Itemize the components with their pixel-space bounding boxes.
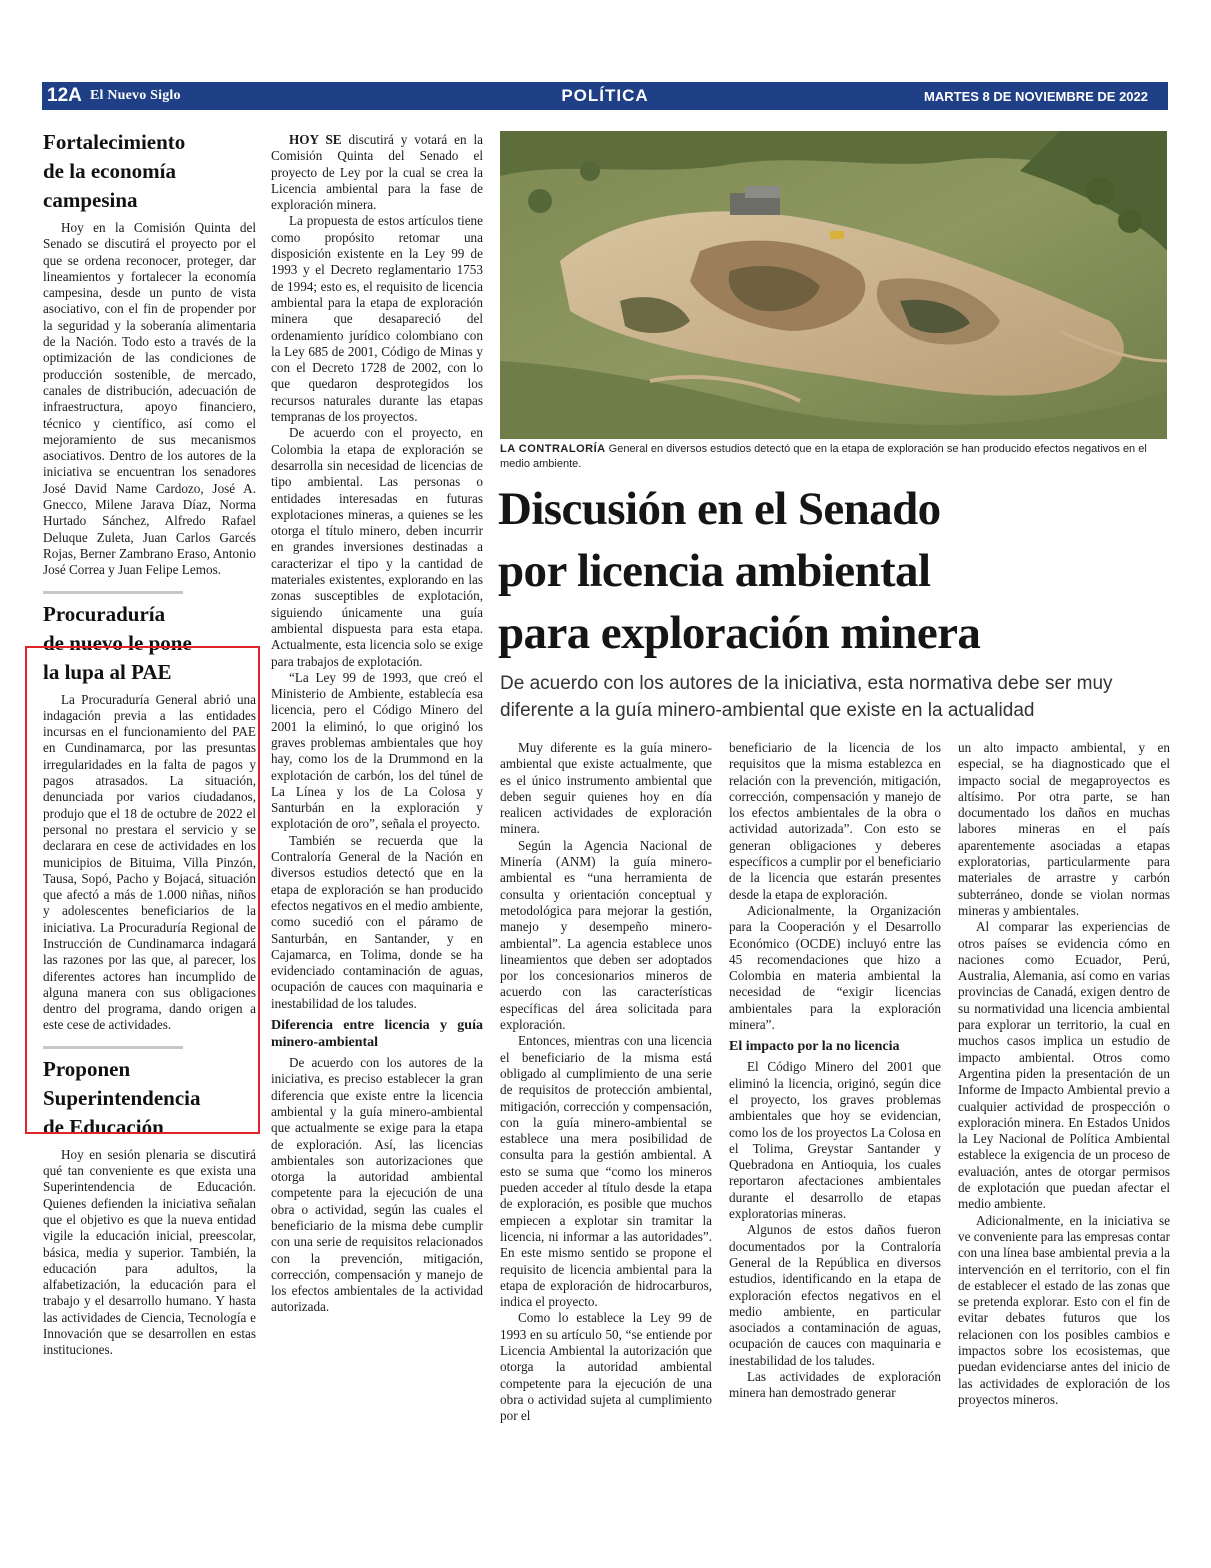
article-paragraph: Adicionalmente, la Organización para la Cooperación y el Desarrollo Económico (OCDE) incluyó entre las 45 recomendaciones que hizo a Colombia en materia ambiental la necesidad de “exigir licencias ambientales para la exploración minera”. <box>729 902 941 1033</box>
lead-text: discutirá y votará en la Comisión Quinta del Senado el proyecto de Ley por la cual se crea la Licencia ambiental para la fase de exploración minera. <box>271 132 483 213</box>
article-column-c <box>958 740 1170 1408</box>
brief-title-line: Procuraduría <box>43 601 166 626</box>
article-subhead: Diferencia entre licencia y guía minero-ambiental <box>271 1018 483 1051</box>
brief-title <box>43 128 256 215</box>
brief-paragraph: La Procuraduría General abrió una indagación previa a las entidades incursas en el funcionamiento del PAE en Cundinamarca, por las presuntas irregularidades en la falta de pagos y pagos atrasados. La situación, denunciada por varios ciudadanos, produjo que el 18 de octubre de 2022 el personal no prestara el servicio y se declarara en cese de actividades en los municipios de Bituima, Villa Pinzón, Tausa, Sopó, Pacho y Bojacá, situación que afectó a más de 1.000 niñas, niños y adolescentes beneficiarios de la iniciativa. La Procuraduría Regional de Instrucción de Cundinamarca indagará las razones por las que, al parecer, los diferentes actores han incumplido de alguna manera con sus obligaciones dentro del programa, dando origen a este cese de actividades. <box>43 691 256 1033</box>
headline-line: Discusión en el Senado <box>498 483 941 535</box>
issue-date: MARTES 8 DE NOVIEMBRE DE 2022 <box>924 89 1148 104</box>
headline-line: para exploración minera <box>498 607 981 659</box>
article-column-2 <box>271 132 483 1316</box>
article-paragraph: La propuesta de estos artículos tiene como propósito retomar una disposición existente en la Ley 99 de 1993 y el Decreto reglamentario 1753 de 1994; esto es, el requisito de licencia ambiental para la etapa de exploración minera que desapareció del ordenamiento jurídico colombiano con la Ley 685 de 2001, Código de Minas y con el Decreto 1728 de 2002, con lo que quedaron desprotegidos los recursos naturales durante las etapas tempranas de los proyectos. <box>271 213 483 425</box>
brief-title-line: la lupa al PAE <box>43 659 172 684</box>
brief-title-line: Superintendencia <box>43 1085 201 1110</box>
headline-line: por licencia ambiental <box>498 545 931 597</box>
article-paragraph: Adicionalmente, en la iniciativa se ve conveniente para las empresas contar con una línea base ambiental previa a la intervención en el territorio, con el fin de establecer el estado de las zonas que se pretenda explorar. Esto con el fin de evitar debates futuros que los relacionen con los posibles cambios e impactos sobre los ecosistemas, que puedan evidenciarse antes del inicio de las actividades de exploración de los proyectos mineros. <box>958 1212 1170 1407</box>
article-paragraph: Según la Agencia Nacional de Minería (ANM) la guía minero-ambiental es “una herramienta de consulta y orientación conceptual y metodológica para mejorar la gestión, manejo y desempeño minero-ambiental”. La agencia establece unos lineamientos que deben ser adoptados por los concesionarios mineros de acuerdo con las características específicas del área solicitada para exploración. <box>500 837 712 1033</box>
mining-photo <box>500 131 1167 439</box>
article-paragraph: Algunos de estos daños fueron documentados por la Contraloría General de la República en diversos estudios, identificando en la etapa de exploración efectos negativos en el medio ambiente, en particular asociados a contaminación de aguas, ocupación de cauces con maquinaria e inestabilidad de los taludes. <box>729 1222 941 1368</box>
article-paragraph: “La Ley 99 de 1993, que creó el Ministerio de Ambiente, establecía esa licencia, pero el Código Minero del 2001 la eliminó, lo que originó los graves problemas ambientales que hoy hay, como los de la Drummond en la explotación de carbón, los del túnel de La Línea y los de La Colosa y Santurbán en la exploración y explotación de oro”, señala el proyecto. <box>271 669 483 832</box>
caption-text: General en diversos estudios detectó que en la etapa de exploración se han producido efectos negativos en el medio ambiente. <box>500 443 1147 470</box>
page-header <box>42 82 1168 110</box>
article-column-b <box>729 740 941 1402</box>
brief-title-line: Fortalecimiento <box>43 130 186 154</box>
brief-paragraph: Hoy en la Comisión Quinta del Senado se discutirá el proyecto por el que se ordena reconocer, proteger, dar lineamientos y fortalecer la economía campesina, desde un punto de vista asociativo, con el fin de propender por la seguridad y la soberanía alimentaria de la Nación. Todo esto a través de la optimización de las condiciones de producción sostenible, de mercado, canales de distribución, adecuación de infraestructura, apoyo financiero, técnico y científico, así como el mejoramiento de sus mecanismos asociativos. Dentro de los autores de la iniciativa se encuentran los senadores José David Name Cardozo, José A. Gnecco, Milene Jarava Díaz, Norma Hurtado Sánchez, Alfredo Rafael Deluque Zuleta, Juan Carlos Garcés Rojas, Berner Zambrano Eraso, Antonio José Correa y Juan Felipe Lemos. <box>43 220 256 578</box>
article-paragraph: un alto impacto ambiental, y en especial, se ha diagnosticado que el impacto social de megaproyectos es altísimo. Por otra parte, se han documentado los daños en muchas labores mineras en el país aparentemente asociadas a etapas exploratorias, particularmente para materiales de arrastre y carbón subterráneo, donde se violan normas mineras y ambientales. <box>958 740 1170 918</box>
article-paragraph: El Código Minero del 2001 que eliminó la licencia, originó, según dice el proyecto, los graves problemas ambientales que hoy se evidencian, como los de los proyectos La Colosa en el Tolima, Greystar Santander y Quebradona en Antioquia, los cuales reportaron afectaciones ambientales durante el desarrollo de etapas exploratorias mineras. <box>729 1059 941 1222</box>
brief-body <box>43 1147 256 1359</box>
article-paragraph: También se recuerda que la Contraloría General de la Nación en diversos estudios detectó que en la etapa de exploración se han producido efectos negativos en el medio ambiente, como sucedió con el páramo de Santurbán, en Santander, y en Cajamarca, en Tolima, donde se ha evidenciado contaminación de aguas, ocupación de cauces con maquinaria e inestabilidad de los taludes. <box>271 832 483 1011</box>
section-name: POLÍTICA <box>561 86 649 105</box>
brief-body <box>43 220 256 579</box>
highlight-box <box>25 646 260 1134</box>
page-number: 12A <box>47 85 82 106</box>
article-paragraph: Entonces, mientras con una licencia el beneficiario de la misma está obligado al cumplimiento de una serie de requisitos de protección ambiental, mitigación, corrección y compensación, con la guía minero-ambiental se establece una mera posibilidad de consulta para la gestión ambiental. A esto se suma que “como los mineros pueden acceder al título desde la etapa de exploración, es posible que muchos empiecen a explotar sin tramitar la licencia, ni informar a las autoridades”. En este mismo sentido se propone el requisito de licencia ambiental para la etapa de exploración de hidrocarburos, indica el proyecto. <box>500 1033 712 1310</box>
lead-words: HOY SE <box>289 132 342 147</box>
caption-lead: LA CONTRALORÍA <box>500 443 606 455</box>
brief-title-line: de la economía <box>43 159 176 183</box>
brief-title-line: Proponen <box>43 1056 131 1081</box>
article-paragraph: Las actividades de exploración minera han demostrado generar <box>729 1368 941 1401</box>
article-paragraph: Al comparar las experiencias de otros países se evidencia cómo en naciones como Ecuador, Perú, Australia, Alemania, así como en varias provincias de Canadá, exigen dentro de su normatividad una licencia ambiental para explorar un territorio, la cual en muchos casos implica un estudio de impacto ambiental. Otros como Argentina piden la presentación de un Informe de Impacto Ambiental previo a cualquier actividad de prospección o exploración minera. En Estados Unidos la Ley Nacional de Política Ambiental establece la exigencia de un proceso de evaluación, antes de otorgar permisos de explotación que puedan afectar el medio ambiente. <box>958 919 1170 1212</box>
divider <box>43 591 183 594</box>
brief-paragraph: Hoy en sesión plenaria se discutirá qué tan conveniente es que exista una Superintendencia de Educación. Quienes defienden la iniciativa señalan que el objetivo es que la nueva entidad vigile la educación inicial, preescolar, básica, media y superior. También, la educación para adultos, la alfabetización, la educación para el trabajo y el desarrollo humano. Y hasta las actividades de Ciencia, Tecnología e Innovación que se desarrollen en estas instituciones. <box>43 1146 256 1358</box>
article-subhead: El impacto por la no licencia <box>729 1039 900 1055</box>
article-paragraph: Como lo establece la Ley 99 de 1993 en su artículo 50, “se entiende por Licencia Ambiental la autorización que otorga la autoridad ambiental competente para la ejecución de una obra o actividad sujeta al cumplimiento por el <box>500 1310 712 1424</box>
article-headline <box>498 478 1170 664</box>
brief-title-line: de Educación <box>43 1114 164 1139</box>
brief-title-line: campesina <box>43 188 138 212</box>
article-paragraph: De acuerdo con los autores de la iniciativa, es preciso establecer la gran diferencia que existe entre la licencia ambiental y la guía minero-ambiental que actualmente se exige para la etapa de exploración. Así, las licencias ambientales son autorizaciones que otorga la autoridad ambiental competente para la ejecución de una obra o actividad, según las cuales el beneficiario de la misma debe cumplir con una serie de requisitos relacionados con la prevención, mitigación, corrección, compensación y manejo de los efectos ambientales de la actividad autorizada. <box>271 1055 483 1315</box>
brief-economia-campesina <box>43 128 256 579</box>
article-deck: De acuerdo con los autores de la iniciativa, esta normativa debe ser muy diferente a la guía minero-ambiental que existe en la actualidad <box>500 673 1113 721</box>
article-paragraph: Muy diferente es la guía minero-ambiental que existe actualmente, que es el único instrumento ambiental que deben seguir quienes hoy en día realicen actividades de exploración minera. <box>500 740 712 837</box>
article-paragraph <box>271 132 483 213</box>
brief-title-line: de nuevo le pone <box>43 630 192 655</box>
photo-caption <box>500 442 1167 472</box>
newspaper-name: El Nuevo Siglo <box>90 88 181 103</box>
article-paragraph: beneficiario de la licencia de los requisitos que la misma establezca en relación con la prevención, mitigación, corrección, compensación y manejo de los efectos ambientales de la obra o actividad autorizada”. Con esto se generan obligaciones y deberes específicos a cumplir por el beneficiario de la licencia que estarán presentes desde la etapa de exploración. <box>729 740 942 902</box>
article-paragraph: De acuerdo con el proyecto, en Colombia la etapa de exploración se desarrolla sin necesidad de licencias de tipo ambiental. Las personas o entidades interesadas en futuras explotaciones mineras, a quienes se les otorga el título minero, deben incurrir en grandes inversiones destinadas a caracterizar el tipo y la cantidad de materiales existentes, explorando en las zonas susceptibles de explotación, siguiendo únicamente una guía ambiental dispuesta para esta etapa. Actualmente, esta licencia solo se exige para trabajos de explotación. <box>271 425 483 669</box>
article-column-a <box>500 740 712 1424</box>
